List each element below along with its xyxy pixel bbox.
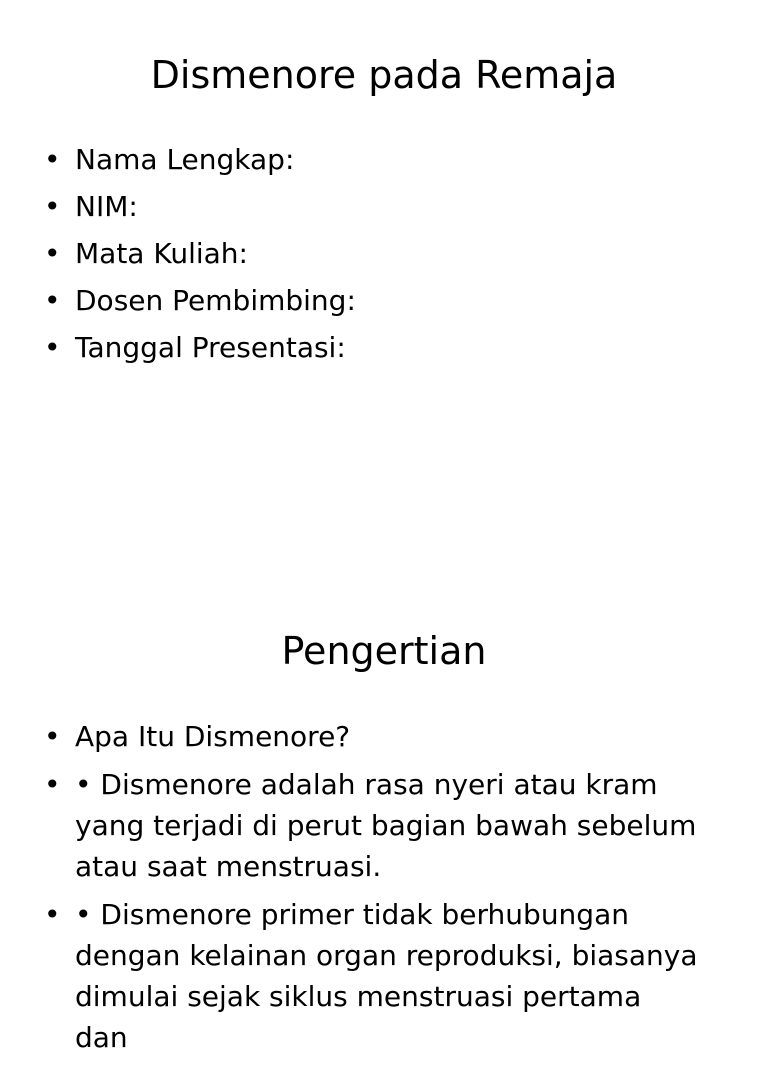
list-item — [0, 187, 700, 227]
bullet-list — [0, 716, 700, 1065]
list-item-text: Mata Kuliah: — [75, 237, 248, 270]
list-item-text: Apa Itu Dismenore? — [75, 720, 351, 753]
slide-title: Pengertian — [281, 629, 487, 673]
slide-2 — [0, 576, 768, 1054]
bullet-icon: • — [44, 190, 61, 223]
list-item-text: • Dismenore primer tidak berhubungan dengan kelainan organ reproduksi, biasanya dimulai sejak siklus menstruasi pertama dan — [75, 898, 698, 1054]
bullet-icon: • — [44, 898, 61, 931]
list-item — [0, 234, 700, 274]
slide-title: Dismenore pada Remaja — [150, 53, 618, 97]
bullet-icon: • — [44, 331, 61, 364]
bullet-list — [0, 140, 700, 375]
bullet-icon: • — [44, 143, 61, 176]
list-item-text: Dosen Pembimbing: — [75, 284, 356, 317]
list-item-text: NIM: — [75, 190, 138, 223]
list-item-text: Tanggal Presentasi: — [75, 331, 346, 364]
list-item-text: Nama Lengkap: — [75, 143, 295, 176]
list-item — [0, 764, 700, 887]
list-item — [0, 328, 700, 368]
bullet-icon: • — [44, 237, 61, 270]
list-item — [0, 140, 700, 180]
bullet-icon: • — [44, 284, 61, 317]
bullet-icon: • — [44, 720, 61, 753]
list-item-text: • Dismenore adalah rasa nyeri atau kram yang terjadi di perut bagian bawah sebelum atau saat menstruasi. — [75, 768, 697, 883]
list-item — [0, 894, 700, 1058]
list-item — [0, 281, 700, 321]
bullet-icon: • — [44, 768, 61, 801]
list-item — [0, 716, 700, 757]
